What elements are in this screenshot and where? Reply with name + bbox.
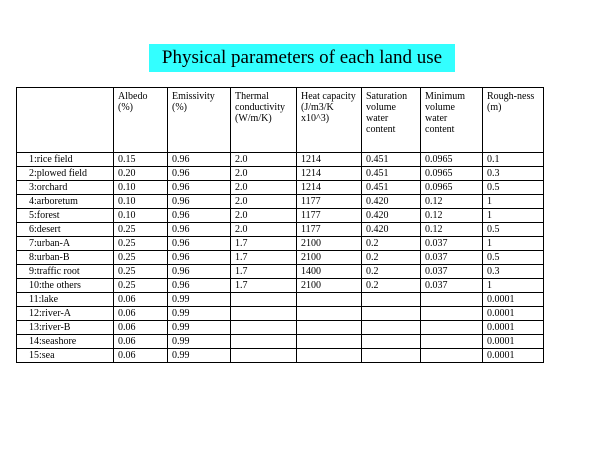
- saturation-water-cell: 0.2: [362, 251, 421, 265]
- minimum-water-cell: 0.0965: [421, 167, 483, 181]
- heat-capacity-cell: 1214: [297, 153, 362, 167]
- table-row: [17, 265, 544, 279]
- roughness-cell: 0.5: [483, 251, 544, 265]
- land-use-cell: 15:sea: [17, 349, 114, 363]
- land-use-cell: 4:arboretum: [17, 195, 114, 209]
- thermal-conductivity-cell: 2.0: [231, 181, 297, 195]
- table-row: [17, 195, 544, 209]
- minimum-water-cell: 0.12: [421, 195, 483, 209]
- saturation-water-cell: 0.451: [362, 167, 421, 181]
- albedo-cell: 0.25: [114, 237, 168, 251]
- albedo-cell: 0.06: [114, 307, 168, 321]
- heat-capacity-cell: 1214: [297, 167, 362, 181]
- land-use-cell: 8:urban-B: [17, 251, 114, 265]
- saturation-water-cell: [362, 307, 421, 321]
- roughness-cell: 1: [483, 209, 544, 223]
- albedo-cell: 0.25: [114, 265, 168, 279]
- heat-capacity-cell: 1214: [297, 181, 362, 195]
- albedo-cell: 0.10: [114, 181, 168, 195]
- albedo-cell: 0.20: [114, 167, 168, 181]
- heat-capacity-cell: 1400: [297, 265, 362, 279]
- heat-capacity-cell: [297, 335, 362, 349]
- roughness-cell: 0.5: [483, 181, 544, 195]
- minimum-water-cell: [421, 335, 483, 349]
- thermal-conductivity-cell: [231, 293, 297, 307]
- roughness-cell: 0.0001: [483, 307, 544, 321]
- emissivity-cell: 0.96: [168, 209, 231, 223]
- thermal-conductivity-cell: [231, 307, 297, 321]
- saturation-water-cell: 0.451: [362, 153, 421, 167]
- saturation-water-cell: 0.2: [362, 279, 421, 293]
- emissivity-cell: 0.96: [168, 181, 231, 195]
- parameters-table: [16, 87, 544, 363]
- roughness-cell: 0.1: [483, 153, 544, 167]
- roughness-cell: 0.0001: [483, 335, 544, 349]
- minimum-water-cell: 0.0965: [421, 153, 483, 167]
- table-row: [17, 279, 544, 293]
- saturation-water-cell: 0.420: [362, 195, 421, 209]
- header-emissivity: Emissivity (%): [168, 88, 231, 153]
- albedo-cell: 0.25: [114, 223, 168, 237]
- land-use-cell: 1:rice field: [17, 153, 114, 167]
- roughness-cell: 0.0001: [483, 349, 544, 363]
- table-row: [17, 321, 544, 335]
- emissivity-cell: 0.96: [168, 279, 231, 293]
- albedo-cell: 0.06: [114, 349, 168, 363]
- land-use-cell: 9:traffic root: [17, 265, 114, 279]
- saturation-water-cell: [362, 335, 421, 349]
- emissivity-cell: 0.99: [168, 335, 231, 349]
- thermal-conductivity-cell: 1.7: [231, 251, 297, 265]
- header-land-use: [17, 88, 114, 153]
- header-thermal-conductivity: Thermal conductivity (W/m/K): [231, 88, 297, 153]
- header-saturation-water-content: Saturation volume water content: [362, 88, 421, 153]
- heat-capacity-cell: 1177: [297, 195, 362, 209]
- table-row: [17, 335, 544, 349]
- table-row: [17, 293, 544, 307]
- land-use-cell: 12:river-A: [17, 307, 114, 321]
- emissivity-cell: 0.96: [168, 167, 231, 181]
- roughness-cell: 0.0001: [483, 321, 544, 335]
- land-use-cell: 6:desert: [17, 223, 114, 237]
- minimum-water-cell: [421, 307, 483, 321]
- minimum-water-cell: [421, 349, 483, 363]
- heat-capacity-cell: [297, 321, 362, 335]
- table-header-row: [17, 88, 544, 153]
- roughness-cell: 0.3: [483, 265, 544, 279]
- thermal-conductivity-cell: 2.0: [231, 153, 297, 167]
- saturation-water-cell: 0.2: [362, 237, 421, 251]
- saturation-water-cell: [362, 321, 421, 335]
- thermal-conductivity-cell: [231, 321, 297, 335]
- albedo-cell: 0.25: [114, 279, 168, 293]
- page-title: [149, 44, 455, 72]
- header-minimum-water-content: Minimum volume water content: [421, 88, 483, 153]
- albedo-cell: 0.06: [114, 335, 168, 349]
- emissivity-cell: 0.99: [168, 349, 231, 363]
- minimum-water-cell: 0.037: [421, 279, 483, 293]
- minimum-water-cell: 0.037: [421, 265, 483, 279]
- thermal-conductivity-cell: 1.7: [231, 279, 297, 293]
- minimum-water-cell: 0.12: [421, 209, 483, 223]
- heat-capacity-cell: 2100: [297, 251, 362, 265]
- land-use-cell: 10:the others: [17, 279, 114, 293]
- table-row: [17, 251, 544, 265]
- minimum-water-cell: 0.037: [421, 237, 483, 251]
- albedo-cell: 0.15: [114, 153, 168, 167]
- header-roughness: Rough-ness (m): [483, 88, 544, 153]
- emissivity-cell: 0.96: [168, 237, 231, 251]
- table-row: [17, 181, 544, 195]
- land-use-cell: 7:urban-A: [17, 237, 114, 251]
- table-row: [17, 209, 544, 223]
- albedo-cell: 0.10: [114, 195, 168, 209]
- emissivity-cell: 0.99: [168, 307, 231, 321]
- albedo-cell: 0.06: [114, 293, 168, 307]
- emissivity-cell: 0.96: [168, 251, 231, 265]
- saturation-water-cell: [362, 293, 421, 307]
- roughness-cell: 1: [483, 279, 544, 293]
- thermal-conductivity-cell: 2.0: [231, 167, 297, 181]
- header-albedo: Albedo (%): [114, 88, 168, 153]
- thermal-conductivity-cell: 2.0: [231, 195, 297, 209]
- heat-capacity-cell: 1177: [297, 209, 362, 223]
- saturation-water-cell: 0.420: [362, 209, 421, 223]
- roughness-cell: 1: [483, 237, 544, 251]
- land-use-cell: 14:seashore: [17, 335, 114, 349]
- albedo-cell: 0.25: [114, 251, 168, 265]
- table-row: [17, 349, 544, 363]
- thermal-conductivity-cell: [231, 349, 297, 363]
- emissivity-cell: 0.96: [168, 153, 231, 167]
- land-use-cell: 3:orchard: [17, 181, 114, 195]
- roughness-cell: 0.0001: [483, 293, 544, 307]
- heat-capacity-cell: [297, 349, 362, 363]
- minimum-water-cell: 0.0965: [421, 181, 483, 195]
- saturation-water-cell: [362, 349, 421, 363]
- land-use-cell: 5:forest: [17, 209, 114, 223]
- heat-capacity-cell: [297, 293, 362, 307]
- minimum-water-cell: [421, 293, 483, 307]
- emissivity-cell: 0.96: [168, 195, 231, 209]
- heat-capacity-cell: 1177: [297, 223, 362, 237]
- saturation-water-cell: 0.451: [362, 181, 421, 195]
- table-row: [17, 167, 544, 181]
- thermal-conductivity-cell: 1.7: [231, 237, 297, 251]
- heat-capacity-cell: 2100: [297, 237, 362, 251]
- minimum-water-cell: 0.12: [421, 223, 483, 237]
- thermal-conductivity-cell: 1.7: [231, 265, 297, 279]
- emissivity-cell: 0.99: [168, 321, 231, 335]
- roughness-cell: 0.3: [483, 167, 544, 181]
- emissivity-cell: 0.96: [168, 265, 231, 279]
- thermal-conductivity-cell: [231, 335, 297, 349]
- land-use-cell: 13:river-B: [17, 321, 114, 335]
- table-row: [17, 153, 544, 167]
- saturation-water-cell: 0.420: [362, 223, 421, 237]
- thermal-conductivity-cell: 2.0: [231, 209, 297, 223]
- heat-capacity-cell: 2100: [297, 279, 362, 293]
- table-row: [17, 237, 544, 251]
- minimum-water-cell: [421, 321, 483, 335]
- thermal-conductivity-cell: 2.0: [231, 223, 297, 237]
- roughness-cell: 0.5: [483, 223, 544, 237]
- page-title-text: Physical parameters of each land use: [161, 47, 443, 68]
- emissivity-cell: 0.96: [168, 223, 231, 237]
- saturation-water-cell: 0.2: [362, 265, 421, 279]
- emissivity-cell: 0.99: [168, 293, 231, 307]
- table-row: [17, 223, 544, 237]
- land-use-cell: 11:lake: [17, 293, 114, 307]
- albedo-cell: 0.06: [114, 321, 168, 335]
- roughness-cell: 1: [483, 195, 544, 209]
- table-row: [17, 307, 544, 321]
- heat-capacity-cell: [297, 307, 362, 321]
- albedo-cell: 0.10: [114, 209, 168, 223]
- land-use-cell: 2:plowed field: [17, 167, 114, 181]
- header-heat-capacity: Heat capacity (J/m3/K x10^3): [297, 88, 362, 153]
- minimum-water-cell: 0.037: [421, 251, 483, 265]
